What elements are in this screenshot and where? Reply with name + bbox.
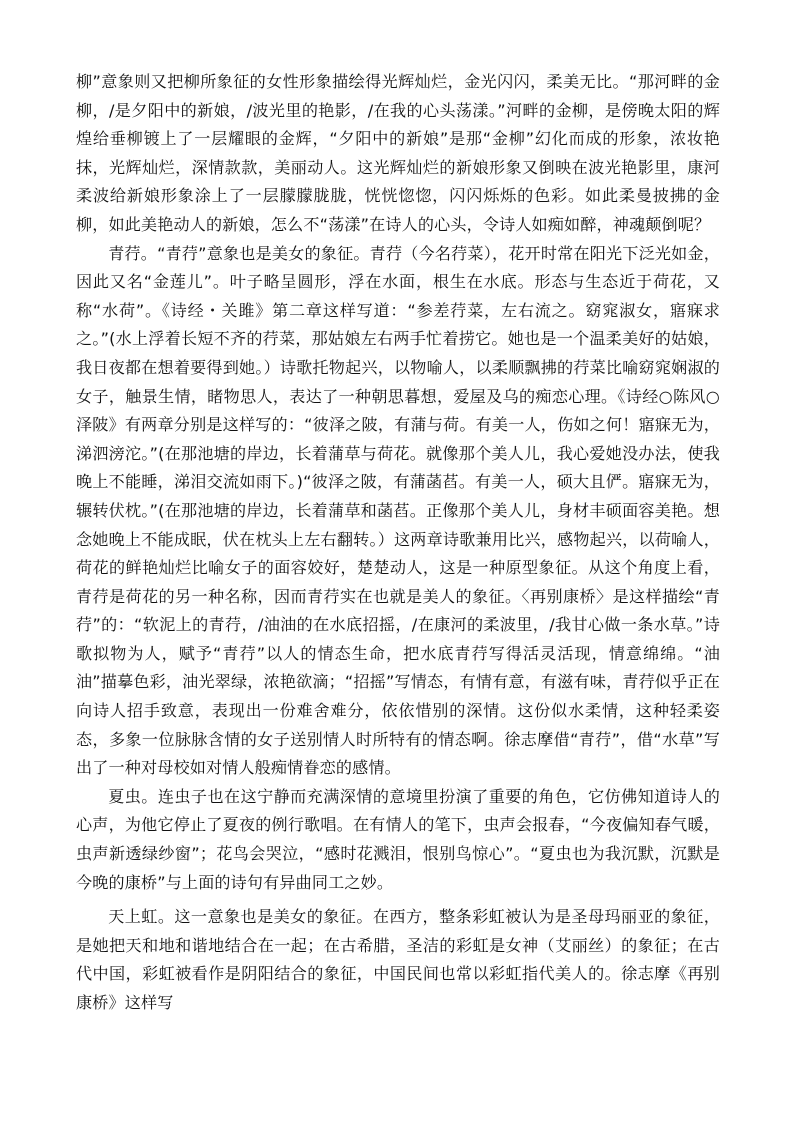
paragraph-golden-willow: 柳”意象则又把柳所象征的女性形象描绘得光辉灿烂，金光闪闪，柔美无比。“那河畔的金柳，/是夕阳中的新娘，/波光里的艳影，/在我的心头荡漾。”河畔的金柳，是傍晚太阳的辉煌给垂柳镀上了一层耀眼的金辉，“夕阳中的新娘”是那“金柳”幻化而成的形象，浓妆艳抹，光辉灿烂，深情款款，美丽动人。这光辉灿烂的新娘形象又倒映在波光艳影里，康河柔波给新娘形象涂上了一层朦朦胧胧，恍恍惚惚，闪闪烁烁的色彩。如此柔曼披拂的金柳，如此美艳动人的新娘，怎么不“荡漾”在诗人的心头，令诗人如痴如醉，神魂颠倒呢？ [76, 72, 720, 234]
paragraph-green-floating-heart: 青荇。“青荇”意象也是美女的象征。青荇（今名荇菜），花开时常在阳光下泛光如金，因此又名“金莲儿”。叶子略呈圆形，浮在水面，根生在水底。形态与生态近于荷花，又称“水荷”。《诗经・关雎》第二章这样写道：“参差荇菜，左右流之。窈窕淑女，寤寐求之。”(水上浮着长短不齐的荇菜，那姑娘左右两手忙着捞它。她也是一个温柔美好的姑娘，我日夜都在想着要得到她。）诗歌托物起兴，以物喻人，以柔顺飘拂的荇菜比喻窈窕娴淑的女子，触景生情，睹物思人，表达了一种朝思暮想，爱屋及乌的痴恋心理。《诗经○陈风○泽陂》有两章分别是这样写的：“彼泽之陂，有蒲与荷。有美一人，伤如之何！寤寐无为，涕泗滂沱。”(在那池塘的岸边，长着蒲草与荷花。就像那个美人儿，我心爱她没办法，使我晚上不能睡，涕泪交流如雨下。)“彼泽之陂，有蒲菡萏。有美一人，硕大且俨。寤寐无为，辗转伏枕。”(在那池塘的岸边，长着蒲草和菡萏。正像那个美人儿，身材丰硕面容美艳。想念她晚上不能成眠，伏在枕头上左右翻转。）这两章诗歌兼用比兴，感物起兴，以荷喻人，荷花的鲜艳灿烂比喻女子的面容姣好，楚楚动人，这是一种原型象征。从这个角度上看，青荇是荷花的另一种名称，因而青荇实在也就是美人的象征。〈再别康桥〉是这样描绘“青荇”的：“软泥上的青荇，/油油的在水底招摇，/在康河的柔波里，/我甘心做一条水草。”诗歌拟物为人，赋予“青荇”以人的情态生命，把水底青荇写得活灵活现，情意绵绵。“油油”描摹色彩，油光翠绿，浓艳欲滴；“招摇”写情态，有情有意，有滋有味，青荇似乎正在向诗人招手致意，表现出一份难舍难分，依依惜别的深情。这份似水柔情，这种轻柔姿态，多象一位脉脉含情的女子送别情人时所特有的情态啊。徐志摩借“青荇”，借“水草”写出了一种对母校如对情人般痴情眷恋的感情。 [76, 243, 720, 778]
paragraph-summer-insects: 夏虫。连虫子也在这宁静而充满深情的意境里扮演了重要的角色，它仿佛知道诗人的心声，为他它停止了夏夜的例行歌唱。在有情人的笔下，虫声会报春，“今夜偏知春气暖，虫声新透绿纱窗”；花鸟会哭泣，“感时花溅泪，恨别鸟惊心”。“夏虫也为我沉默，沉默是今晚的康桥”与上面的诗句有异曲同工之妙。 [76, 786, 720, 892]
document-page [76, 68, 720, 1018]
paragraph-rainbow: 天上虹。这一意象也是美女的象征。在西方，整条彩虹被认为是圣母玛丽亚的象征，是她把天和地和谐地结合在一起；在古希腊，圣洁的彩虹是女神（艾丽丝）的象征；在古代中国，彩虹被看作是阴阳结合的象征，中国民间也常以彩虹指代美人的。徐志摩《再别康桥》这样写 [76, 907, 720, 1012]
